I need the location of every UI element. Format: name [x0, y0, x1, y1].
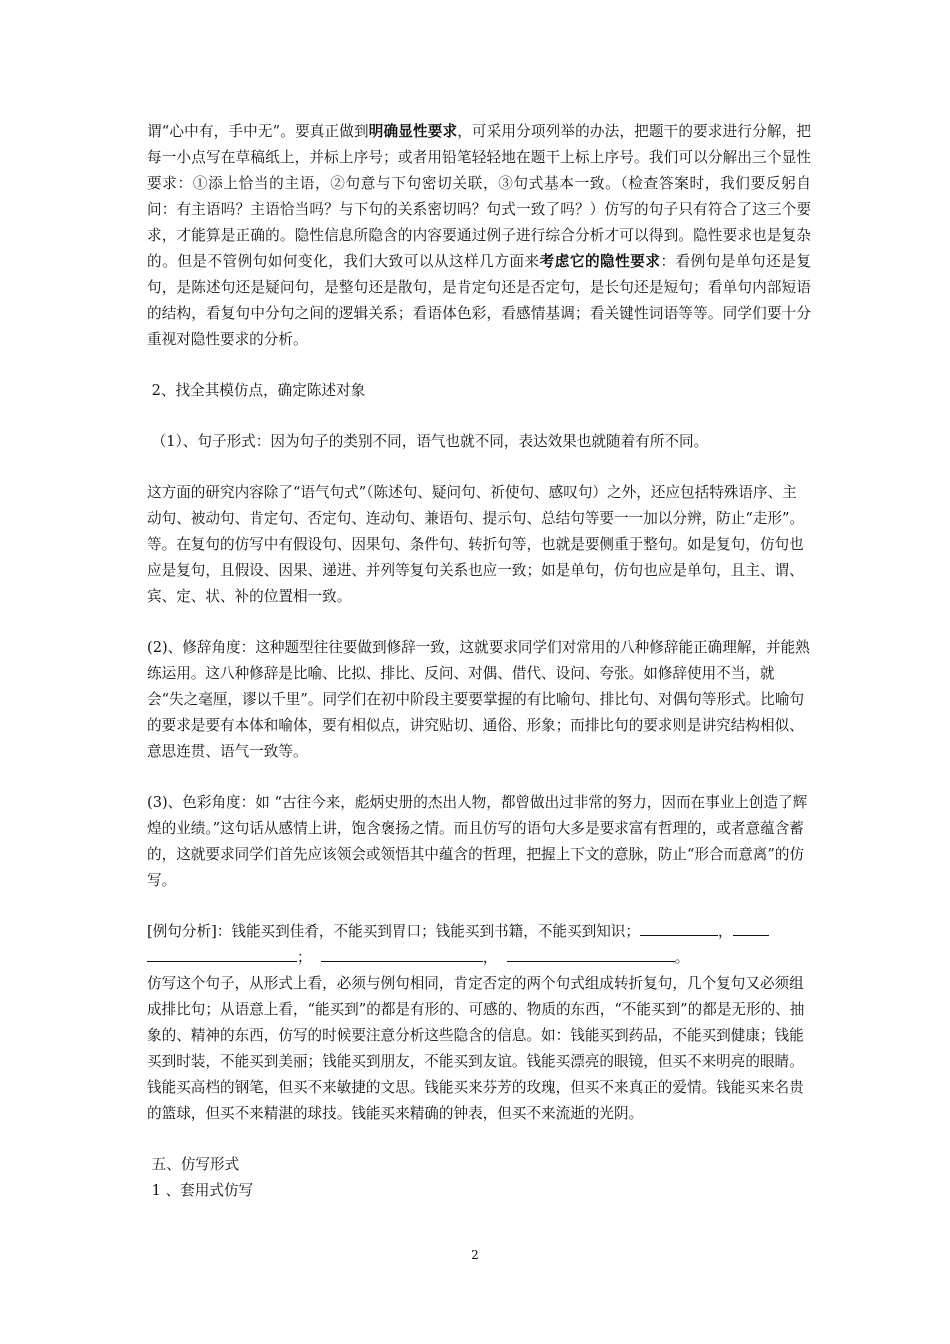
text-run: ，可采用分项列举的办法，把题干的要求进行分解，把每一小点写在草稿纸上，并标上序号；或者用铅笔轻轻地在题干上标上序号。我们可以分解出三个显性要求：①添上恰当的主语，②句意与下句密切关联，③句式基本一致。（检查答案时，我们要反躬自问：有主语吗？主语恰当吗？与下句的关系密切吗？句式一致了吗？）仿写的句子只有符合了这三个要求，才能算是正确的。隐性信息所隐含的内容要通过例子进行综合分析才可以得到。隐性要求也是复杂的。但是不管例句如何变化，我们大致可以从这样几方面来 — [147, 123, 811, 270]
paragraph-requirements — [147, 119, 811, 353]
text-run: ：看例句是单句还是复句，是陈述句还是疑问句，是整句还是散句，是肯定句还是否定句，是长句还是短句；看单句内部短语的结构，看复句中分句之间的逻辑关系；看语体色彩，看感情基调；看关键性词语等等。同学们要十分重视对隐性要求的分析。 — [147, 253, 811, 348]
answer-blank[interactable] — [147, 947, 297, 962]
section-heading-5-1: 1 、套用式仿写 — [147, 1182, 254, 1199]
subheading-sentence-form: （1）、句子形式：因为句子的类别不同，语气也就不同，表达效果也就随着有所不同。 — [147, 433, 709, 450]
bold-phrase-implicit-requirements: 考虑它的隐性要求 — [539, 253, 661, 270]
answer-blank[interactable] — [640, 921, 718, 936]
punctuation: ， — [482, 949, 498, 966]
answer-blank[interactable] — [507, 947, 675, 962]
section-heading-2: 2、找全其模仿点，确定陈述对象 — [147, 382, 366, 399]
punctuation: ， — [717, 923, 733, 940]
example-analysis — [147, 919, 811, 971]
paragraph-analysis: 仿写这个句子，从形式上看，必须与例句相同，肯定否定的两个句式组成转折复句，几个复句又必须组成排比句；从语意上看，“能买到”的都是有形的、可感的、物质的东西，“不能买到”的都是无形的、抽象的、精神的东西，仿写的时候要注意分析这些隐含的信息。如：钱能买到药品，不能买到健康；钱能买到时装，不能买到美丽；钱能买到朋友，不能买到友谊。钱能买漂亮的眼镜，但买不来明亮的眼睛。钱能买高档的钢笔，但买不来敏捷的文思。钱能买来芬芳的玫瑰，但买不来真正的爱情。钱能买来名贵的篮球，但买不来精湛的球技。钱能买来精确的钟表，但买不来流逝的光阴。 — [147, 975, 805, 1122]
answer-blank[interactable] — [321, 947, 483, 962]
page-number: 2 — [471, 1248, 479, 1262]
paragraph-sentence-form: 这方面的研究内容除了“语气句式”（陈述句、疑问句、祈使句、感叹句）之外，还应包括特殊语序、主动句、被动句、肯定句、否定句、连动句、兼语句、提示句、总结句等要一一加以分辨，防止“走形”。等。在复句的仿写中有假设句、因果句、条件句、转折句等，也就是要侧重于整句。如是复句，仿句也应是复句，且假设、因果、递进、并列等复句关系也应一致；如是单句，仿句也应是单句，且主、谓、宾、定、状、补的位置相一致。 — [147, 484, 805, 605]
text-run: 谓“心中有，手中无”。要真正做到 — [147, 123, 369, 140]
section-heading-5: 五、仿写形式 — [147, 1156, 240, 1173]
paragraph-rhetoric: (2)、修辞角度：这种题型往往要做到修辞一致，这就要求同学们对常用的八种修辞能正确理解，并能熟练运用。这八种修辞是比喻、比拟、排比、反问、对偶、借代、设问、夸张。如修辞使用不当，就会“失之毫厘，谬以千里”。同学们在初中阶段主要要掌握的有比喻句、排比句、对偶句等形式。比喻句的要求是要有本体和喻体，要有相似点，讲究贴切、通俗、形象；而排比句的要求则是讲究结构相似、意思连贯、语气一致等。 — [147, 639, 810, 760]
example-label: [例句分析]：钱能买到佳肴，不能买到胃口；钱能买到书籍，不能买到知识； — [147, 923, 640, 940]
bold-phrase-explicit-requirements: 明确显性要求 — [368, 123, 458, 140]
paragraph-color: (3)、色彩角度：如 “古往今来，彪炳史册的杰出人物，都曾做出过非常的努力，因而在事业上创造了辉煌的业绩。”这句话从感情上讲，饱含褒扬之情。而且仿写的语句大多是要求富有哲理的，或者意蕴含蓄的，这就要求同学们首先应该领会或领悟其中蕴含的哲理，把握上下文的意脉，防止“形合而意离”的仿写。 — [147, 794, 808, 889]
answer-blank[interactable] — [733, 921, 769, 936]
punctuation: ； — [297, 949, 312, 966]
punctuation: 。 — [674, 949, 690, 966]
document-body — [147, 119, 811, 1204]
